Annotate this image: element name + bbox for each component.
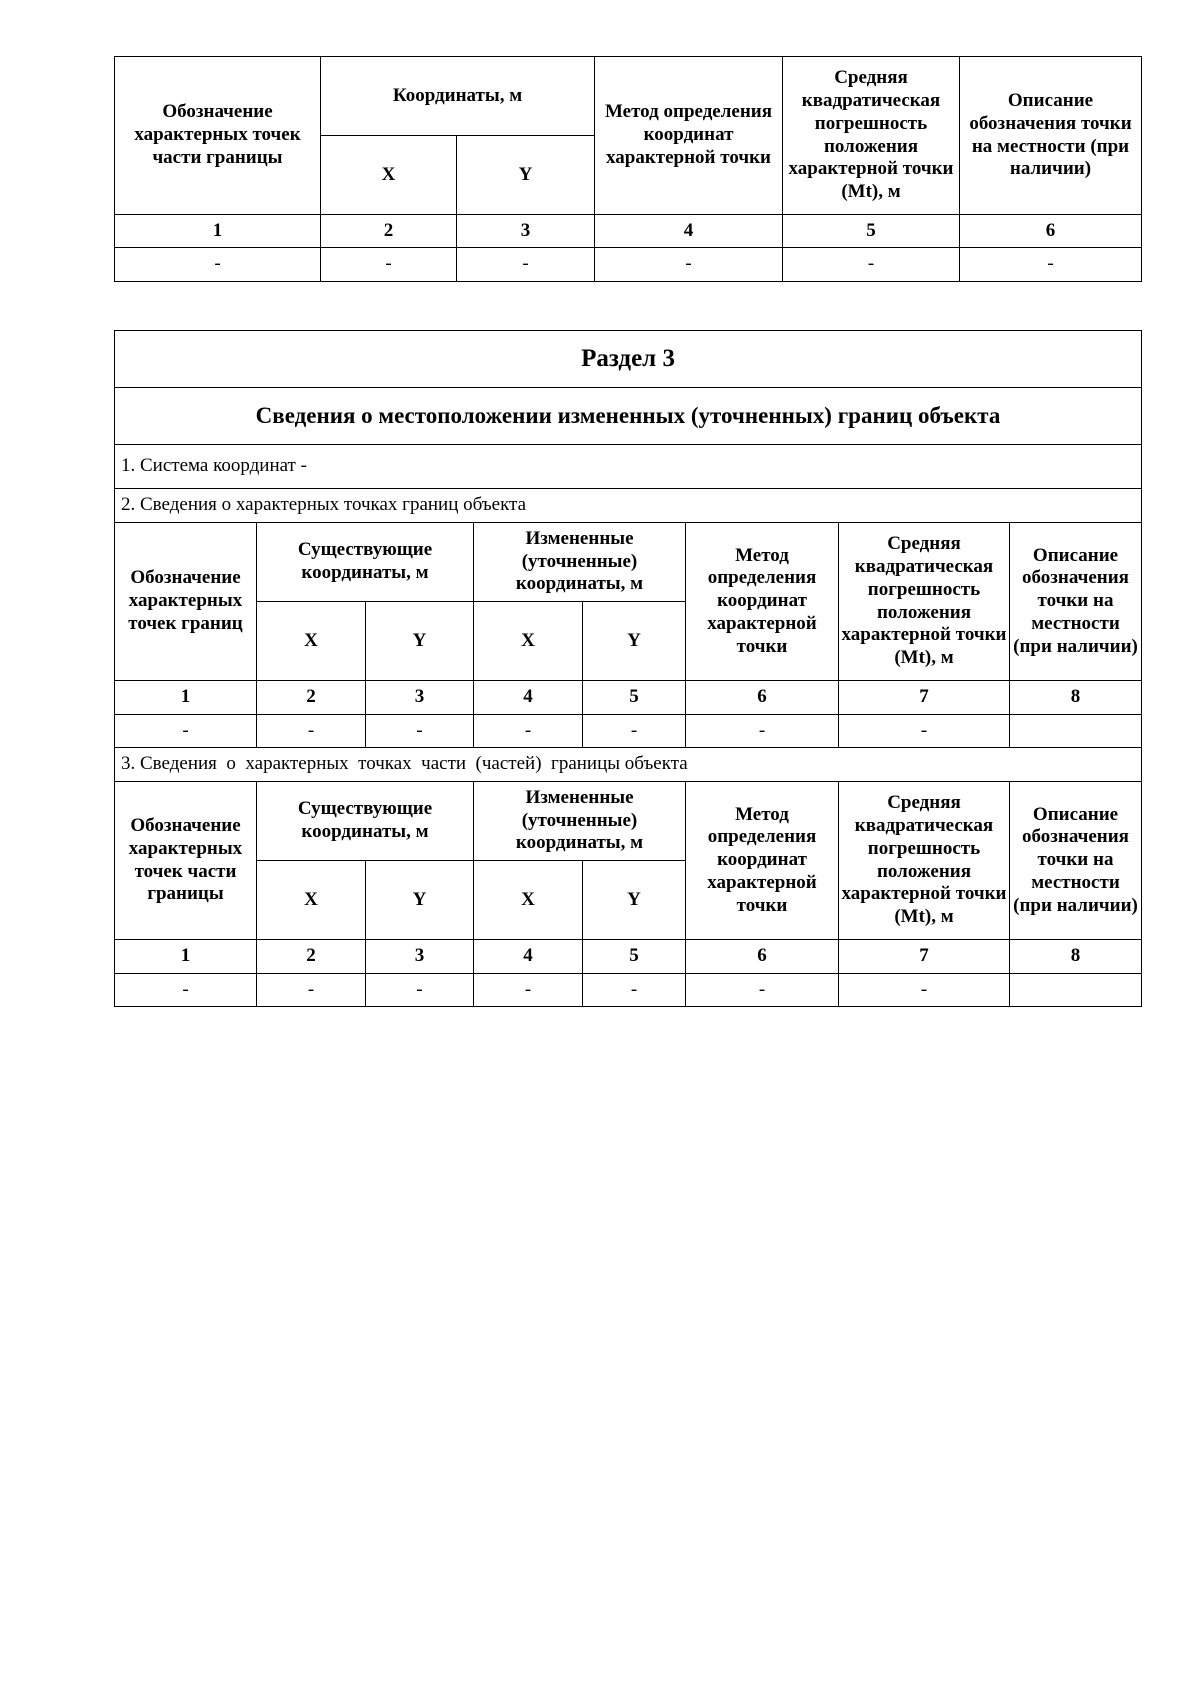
header-description: Описание обозначения точки на местности (при наличии) [960, 57, 1142, 215]
table-cell: - [474, 974, 583, 1007]
header-method: Метод определения координат характерной точки [595, 57, 783, 215]
table-cell: - [257, 974, 366, 1007]
header-designation: Обозначение характерных точек части границы [115, 782, 257, 940]
header-x: X [474, 861, 583, 940]
header-y: Y [583, 602, 686, 681]
table-cell: - [960, 248, 1142, 282]
header-y: Y [457, 136, 595, 215]
section-title: Раздел 3 [115, 331, 1142, 388]
column-number: 8 [1010, 940, 1142, 974]
column-number: 1 [115, 940, 257, 974]
column-number: 3 [366, 940, 474, 974]
header-x: X [474, 602, 583, 681]
column-number: 2 [257, 681, 366, 715]
table-cell: - [583, 715, 686, 748]
table-cell: - [783, 248, 960, 282]
table-cell: - [686, 974, 839, 1007]
header-y: Y [366, 602, 474, 681]
header-error: Средняя квадратическая погрешность положения характерной точки (Mt), м [783, 57, 960, 215]
column-number: 1 [115, 215, 321, 248]
table-cell: - [257, 715, 366, 748]
table-cell [1010, 974, 1142, 1007]
column-number: 1 [115, 681, 257, 715]
boundary-points-heading: 2. Сведения о характерных точках границ объекта [115, 489, 1142, 523]
column-number: 2 [321, 215, 457, 248]
table-cell: - [321, 248, 457, 282]
header-error: Средняя квадратическая погрешность положения характерной точки (Mt), м [839, 782, 1010, 940]
header-description: Описание обозначения точки на местности (при наличии) [1010, 523, 1142, 681]
column-number: 6 [686, 940, 839, 974]
header-error: Средняя квадратическая погрешность положения характерной точки (Mt), м [839, 523, 1010, 681]
table-cell: - [457, 248, 595, 282]
table-cell: - [839, 715, 1010, 748]
column-number: 6 [960, 215, 1142, 248]
table-cell: - [839, 974, 1010, 1007]
header-changed-coordinates: Измененные (уточненные) координаты, м [474, 782, 686, 861]
table-cell: - [115, 248, 321, 282]
section-subtitle: Сведения о местоположении измененных (уточненных) границ объекта [115, 388, 1142, 445]
table-cell: - [366, 974, 474, 1007]
column-number: 7 [839, 681, 1010, 715]
table-cell: - [115, 974, 257, 1007]
column-number: 3 [457, 215, 595, 248]
coordinate-system-line: 1. Система координат - [115, 445, 1142, 489]
header-y: Y [583, 861, 686, 940]
table-cell: - [686, 715, 839, 748]
header-x: X [257, 861, 366, 940]
header-designation: Обозначение характерных точек границ [115, 523, 257, 681]
column-number: 8 [1010, 681, 1142, 715]
table-cell [1010, 715, 1142, 748]
column-number: 5 [783, 215, 960, 248]
part-points-heading: 3. Сведения о характерных точках части (частей) границы объекта [115, 748, 1142, 782]
column-numbers-row [115, 215, 1142, 248]
column-number: 5 [583, 940, 686, 974]
header-existing-coordinates: Существующие координаты, м [257, 782, 474, 861]
part-boundary-points-table [114, 56, 1142, 282]
header-changed-coordinates: Измененные (уточненные) координаты, м [474, 523, 686, 602]
table-row [115, 974, 1142, 1007]
header-x: X [257, 602, 366, 681]
column-number: 5 [583, 681, 686, 715]
table-cell: - [474, 715, 583, 748]
table-cell: - [366, 715, 474, 748]
header-description: Описание обозначения точки на местности (при наличии) [1010, 782, 1142, 940]
header-existing-coordinates: Существующие координаты, м [257, 523, 474, 602]
header-y: Y [366, 861, 474, 940]
header-method: Метод определения координат характерной точки [686, 782, 839, 940]
column-number: 4 [474, 940, 583, 974]
column-number: 4 [595, 215, 783, 248]
table-cell: - [115, 715, 257, 748]
column-number: 2 [257, 940, 366, 974]
header-method: Метод определения координат характерной точки [686, 523, 839, 681]
table-row [115, 248, 1142, 282]
column-number: 3 [366, 681, 474, 715]
column-numbers-row [115, 681, 1142, 715]
header-coordinates: Координаты, м [321, 57, 595, 136]
header-designation: Обозначение характерных точек части границы [115, 57, 321, 215]
table-cell: - [583, 974, 686, 1007]
column-numbers-row [115, 940, 1142, 974]
header-x: X [321, 136, 457, 215]
table-cell: - [595, 248, 783, 282]
table-row [115, 715, 1142, 748]
column-number: 7 [839, 940, 1010, 974]
column-number: 6 [686, 681, 839, 715]
column-number: 4 [474, 681, 583, 715]
section-3-table [114, 330, 1142, 1007]
